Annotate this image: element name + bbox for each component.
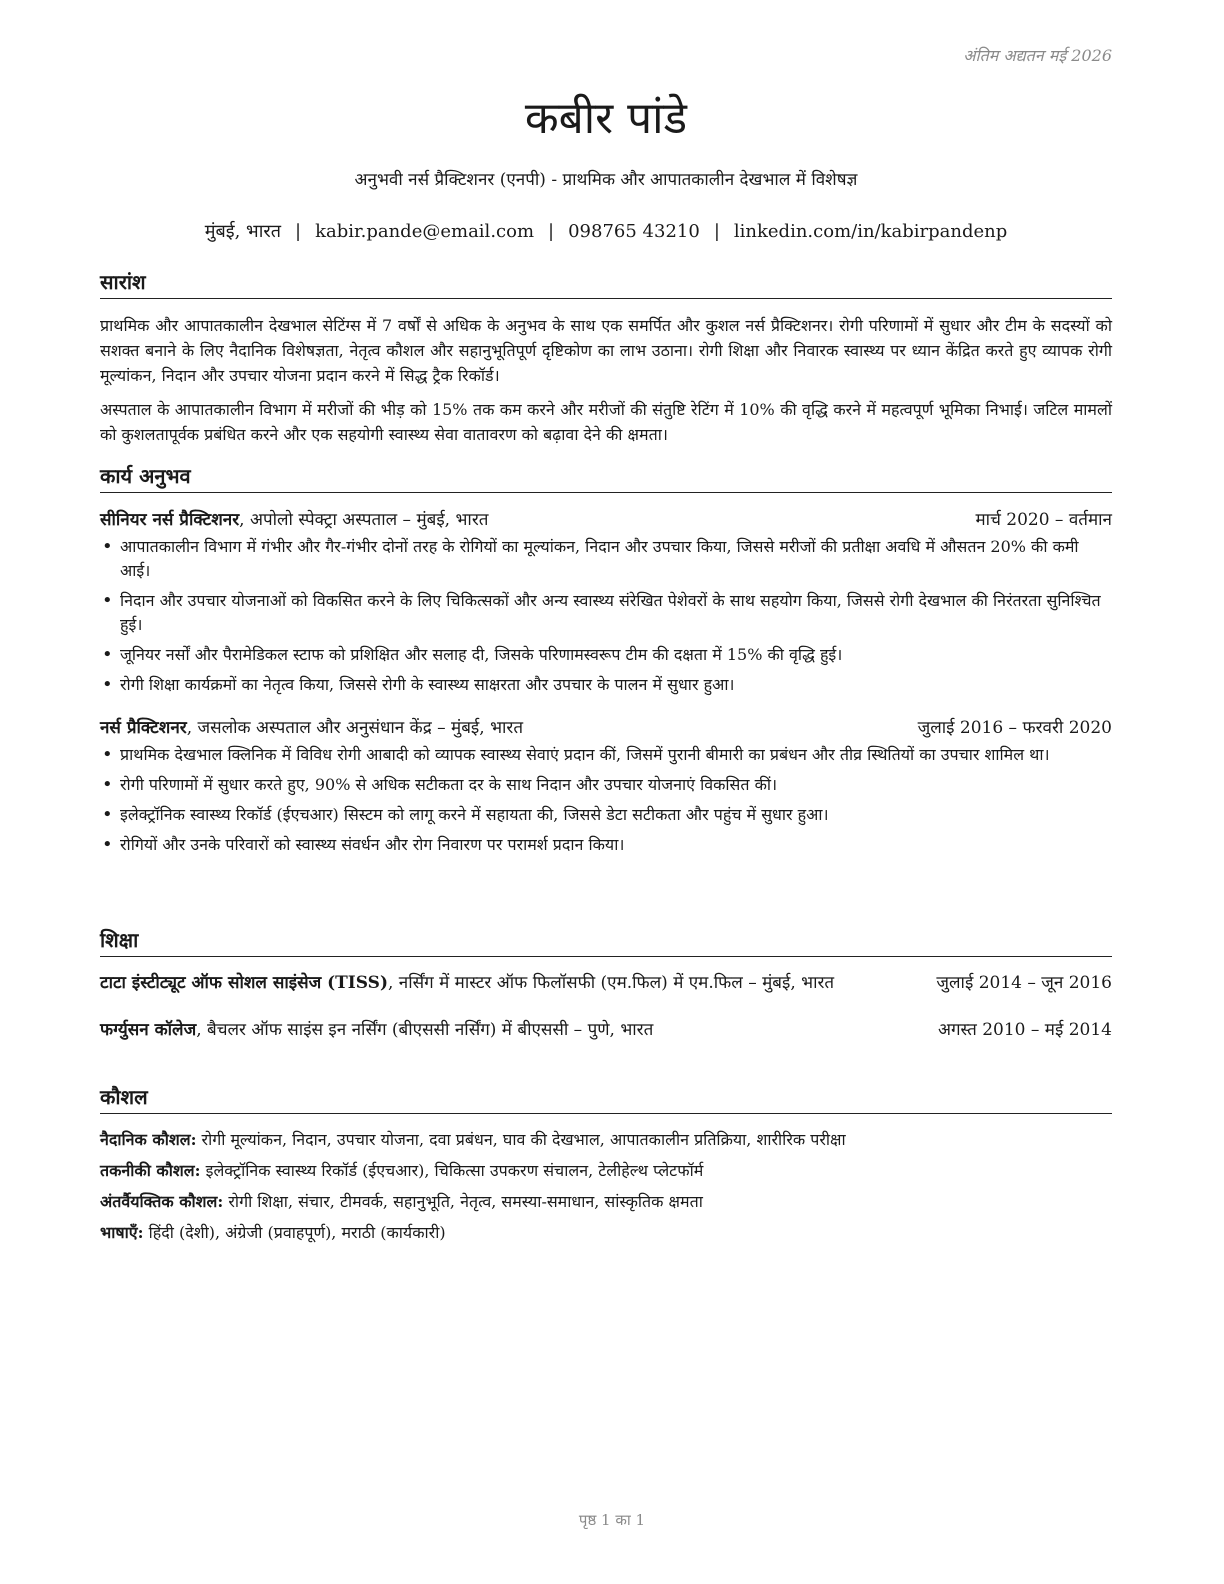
education-entry: [100, 1018, 1112, 1043]
job-bullets: [100, 743, 1112, 857]
resume-page: [100, 0, 1112, 1584]
contact-separator: |: [713, 221, 720, 242]
job-role: नर्स प्रैक्टिशनर: [100, 718, 187, 738]
contact-location: मुंबई, भारत: [204, 221, 281, 242]
job-bullet: • आपातकालीन विभाग में गंभीर और गैर-गंभीर दोनों तरह के रोगियों का मूल्यांकन, निदान और उपचार किया, जिससे मरीजों की प्रतीक्षा अवधि में औसतन 20% की कमी आई।: [120, 535, 1112, 583]
skill-line: [100, 1186, 1112, 1217]
summary-section: [100, 268, 1112, 456]
job-bullet: • निदान और उपचार योजनाओं को विकसित करने के लिए चिकित्सकों और अन्य स्वास्थ्य संरेखित पेशेवरों के साथ सहयोग किया, जिससे रोगी देखभाल की निरंतरता सुनिश्चित हुई।: [120, 589, 1112, 637]
education-dates: जुलाई 2014 – जून 2016: [936, 973, 1112, 993]
contact-separator: |: [548, 221, 555, 242]
education-school: फर्ग्युसन कॉलेज: [100, 1020, 197, 1040]
job-org: , अपोलो स्पेक्ट्रा अस्पताल – मुंबई, भारत: [239, 510, 489, 530]
skill-value: हिंदी (देशी), अंग्रेजी (प्रवाहपूर्ण), मराठी (कार्यकारी): [143, 1223, 446, 1242]
experience-section: [100, 462, 1112, 863]
job-header: [100, 507, 1112, 533]
section-title-experience: कार्य अनुभव: [100, 462, 1112, 493]
section-title-summary: सारांश: [100, 268, 1112, 299]
education-entry: [100, 971, 1112, 996]
job-dates: जुलाई 2016 – फरवरी 2020: [917, 718, 1112, 738]
candidate-name: कबीर पांडे: [524, 93, 688, 144]
job-entry: [100, 507, 1112, 697]
skill-value: रोगी मूल्यांकन, निदान, उपचार योजना, दवा प्रबंधन, घाव की देखभाल, आपातकालीन प्रतिक्रिया, शारीरिक परीक्षा: [196, 1130, 846, 1149]
contact-email[interactable]: kabir.pande@email.com: [315, 221, 535, 242]
job-bullet: • प्राथमिक देखभाल क्लिनिक में विविध रोगी आबादी को व्यापक स्वास्थ्य सेवाएं प्रदान कीं, जिसमें पुरानी बीमारी का प्रबंधन और तीव्र स्थितियों का उपचार शामिल था।: [120, 743, 1112, 767]
skill-label: अंतर्वैयक्तिक कौशल:: [100, 1192, 224, 1211]
job-org: , जसलोक अस्पताल और अनुसंधान केंद्र – मुंबई, भारत: [186, 718, 524, 738]
skill-line: [100, 1155, 1112, 1186]
education-detail: , बैचलर ऑफ साइंस इन नर्सिंग (बीएससी नर्सिंग) में बीएससी – पुणे, भारत: [196, 1020, 654, 1040]
contact-line: [100, 219, 1112, 243]
job-bullet: • रोगी परिणामों में सुधार करते हुए, 90% से अधिक सटीकता दर के साथ निदान और उपचार योजनाएं विकसित कीं।: [120, 773, 1112, 797]
section-title-skills: कौशल: [100, 1083, 1112, 1114]
education-institution-line: [100, 971, 890, 996]
section-title-education: शिक्षा: [100, 926, 1112, 957]
skills-section: [100, 1083, 1112, 1248]
skill-value: इलेक्ट्रॉनिक स्वास्थ्य रिकॉर्ड (ईएचआर), चिकित्सा उपकरण संचालन, टेलीहेल्थ प्लेटफॉर्म: [200, 1161, 704, 1180]
education-institution-line: [100, 1018, 890, 1043]
job-header: [100, 715, 1112, 741]
contact-linkedin[interactable]: linkedin.com/in/kabirpandenp: [733, 221, 1008, 242]
candidate-tagline: अनुभवी नर्स प्रैक्टिशनर (एनपी) - प्राथमिक और आपातकालीन देखभाल में विशेषज्ञ: [354, 170, 858, 190]
job-bullet: • जूनियर नर्सों और पैरामेडिकल स्टाफ को प्रशिक्षित और सलाह दी, जिसके परिणामस्वरूप टीम की दक्षता में 15% की वृद्धि हुई।: [120, 643, 1112, 667]
last-updated-label: अंतिम अद्यतन मई 2026: [963, 46, 1112, 65]
education-detail: , नर्सिंग में मास्टर ऑफ फिलॉसफी (एम.फिल) में एम.फिल – मुंबई, भारत: [388, 973, 835, 993]
job-entry: [100, 715, 1112, 857]
job-title-line: [100, 507, 488, 533]
contact-separator: |: [294, 221, 302, 242]
skill-label: तकनीकी कौशल:: [100, 1161, 201, 1180]
job-dates: मार्च 2020 – वर्तमान: [975, 510, 1112, 530]
skill-line: [100, 1124, 1112, 1155]
skill-label: नैदानिक कौशल:: [100, 1130, 197, 1149]
job-bullet: • रोगियों और उनके परिवारों को स्वास्थ्य संवर्धन और रोग निवारण पर परामर्श प्रदान किया।: [120, 833, 1112, 857]
job-bullets: [100, 535, 1112, 697]
education-dates: अगस्त 2010 – मई 2014: [937, 1020, 1112, 1040]
job-title-line: [100, 715, 523, 741]
education-school: टाटा इंस्टीट्यूट ऑफ सोशल साइंसेज (TISS): [100, 973, 388, 993]
job-bullet: • रोगी शिक्षा कार्यक्रमों का नेतृत्व किया, जिससे रोगी के स्वास्थ्य साक्षरता और उपचार के पालन में सुधार हुआ।: [120, 673, 1112, 697]
page-number: पृष्ठ 1 का 1: [578, 1511, 646, 1529]
education-section: [100, 926, 1112, 1043]
summary-paragraph: प्राथमिक और आपातकालीन देखभाल सेटिंग्स में 7 वर्षों से अधिक के अनुभव के साथ एक समर्पित और कुशल नर्स प्रैक्टिशनर। रोगी परिणामों में सुधार और टीम के सदस्यों को सशक्त बनाने के लिए नैदानिक विशेषज्ञता, नेतृत्व कौशल और सहानुभूतिपूर्ण दृष्टिकोण का लाभ उठाना। रोगी शिक्षा और निवारक स्वास्थ्य पर ध्यान केंद्रित करते हुए व्यापक रोगी मूल्यांकन, निदान और उपचार योजना प्रदान करने में सिद्ध ट्रैक रिकॉर्ड।: [100, 316, 1112, 385]
skill-value: रोगी शिक्षा, संचार, टीमवर्क, सहानुभूति, नेतृत्व, समस्या-समाधान, सांस्कृतिक क्षमता: [223, 1192, 703, 1211]
job-role: सीनियर नर्स प्रैक्टिशनर: [100, 510, 240, 530]
job-bullet: • इलेक्ट्रॉनिक स्वास्थ्य रिकॉर्ड (ईएचआर) सिस्टम को लागू करने में सहायता की, जिससे डेटा सटीकता और पहुंच में सुधार हुआ।: [120, 803, 1112, 827]
contact-phone: 098765 43210: [568, 221, 700, 242]
summary-paragraph: अस्पताल के आपातकालीन विभाग में मरीजों की भीड़ को 15% तक कम करने और मरीजों की संतुष्टि रेटिंग में 10% की वृद्धि करने में महत्वपूर्ण भूमिका निभाई। जटिल मामलों को कुशलतापूर्वक प्रबंधित करने और एक सहयोगी स्वास्थ्य सेवा वातावरण को बढ़ावा देने की क्षमता।: [100, 400, 1112, 444]
skill-label: भाषाएँ:: [100, 1223, 144, 1242]
skill-line: [100, 1217, 1112, 1248]
